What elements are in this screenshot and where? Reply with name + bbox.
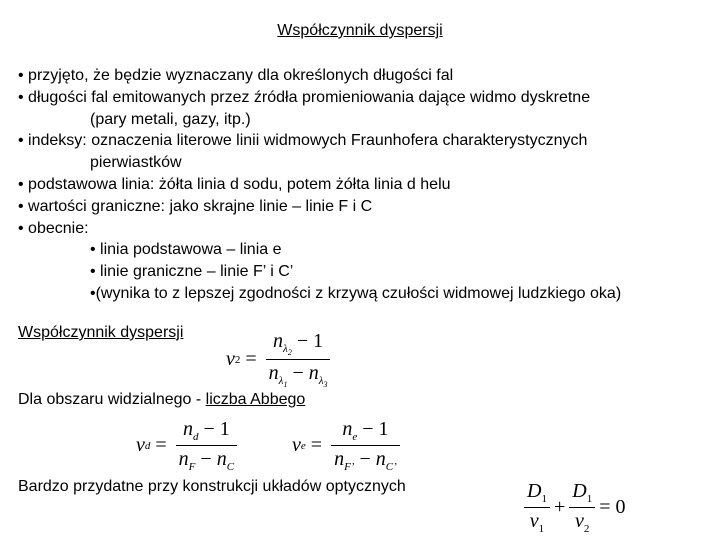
bullet-item: • przyjęto, że będzie wyznaczany dla określonych długości fal: [18, 67, 454, 84]
achromat-formula: $\frac{D_1}{\nu_1}$ + $\frac{D_1}{\nu_2}$ = 0: [520, 480, 625, 535]
abbe-label: [18, 391, 305, 409]
bullet-continuation: pierwiastków: [90, 154, 182, 172]
bullet-item: • obecnie:: [18, 219, 89, 237]
abbe-formula-d: ν d = $\frac{n_d - 1}{n_F - n_C}$: [136, 418, 241, 473]
sub-bullet-item: • linia podstawowa – linia e: [90, 241, 282, 259]
abbe-number-link: liczba Abbego: [205, 391, 306, 408]
dispersion-formula: ν 2 = $\frac{n_{\lambda_2} - 1}{n_{\lambda_1} - n_{\lambda_3}}$: [226, 330, 334, 389]
optical-systems-label: Bardzo przydatne przy konstrukcji układów optycznych: [18, 478, 406, 495]
sub-bullet-item: • linie graniczne – linie F’ i C’: [90, 263, 294, 281]
bullet-list: [18, 65, 621, 305]
bullet-item: • indeksy: oznaczenia literowe linii widmowych Fraunhofera charakterystycznych: [18, 132, 588, 150]
sub-bullet-item: •(wynika to z lepszej zgodności z krzywą czułości widmowej ludzkiego oka): [90, 284, 622, 302]
bullet-item: • długości fal emitowanych przez źródła promieniowania dające widmo dyskretne: [18, 88, 591, 106]
abbe-formula-e: ν e = $\frac{n_e - 1}{n_{F’} - n_{C’}}$: [292, 418, 404, 473]
bullet-continuation: (pary metali, gazy, itp.): [90, 110, 251, 128]
page-title: Współczynnik dyspersji: [277, 22, 443, 39]
dispersion-label: Współczynnik dyspersji: [18, 324, 184, 341]
bullet-item: • wartości graniczne: jako skrajne linie – linie F i C: [18, 197, 373, 215]
bullet-item: • podstawowa linia: żółta linia d sodu, potem żółta linia d helu: [18, 175, 451, 193]
abbe-label-prefix: Dla obszaru widzialnego -: [18, 391, 206, 408]
